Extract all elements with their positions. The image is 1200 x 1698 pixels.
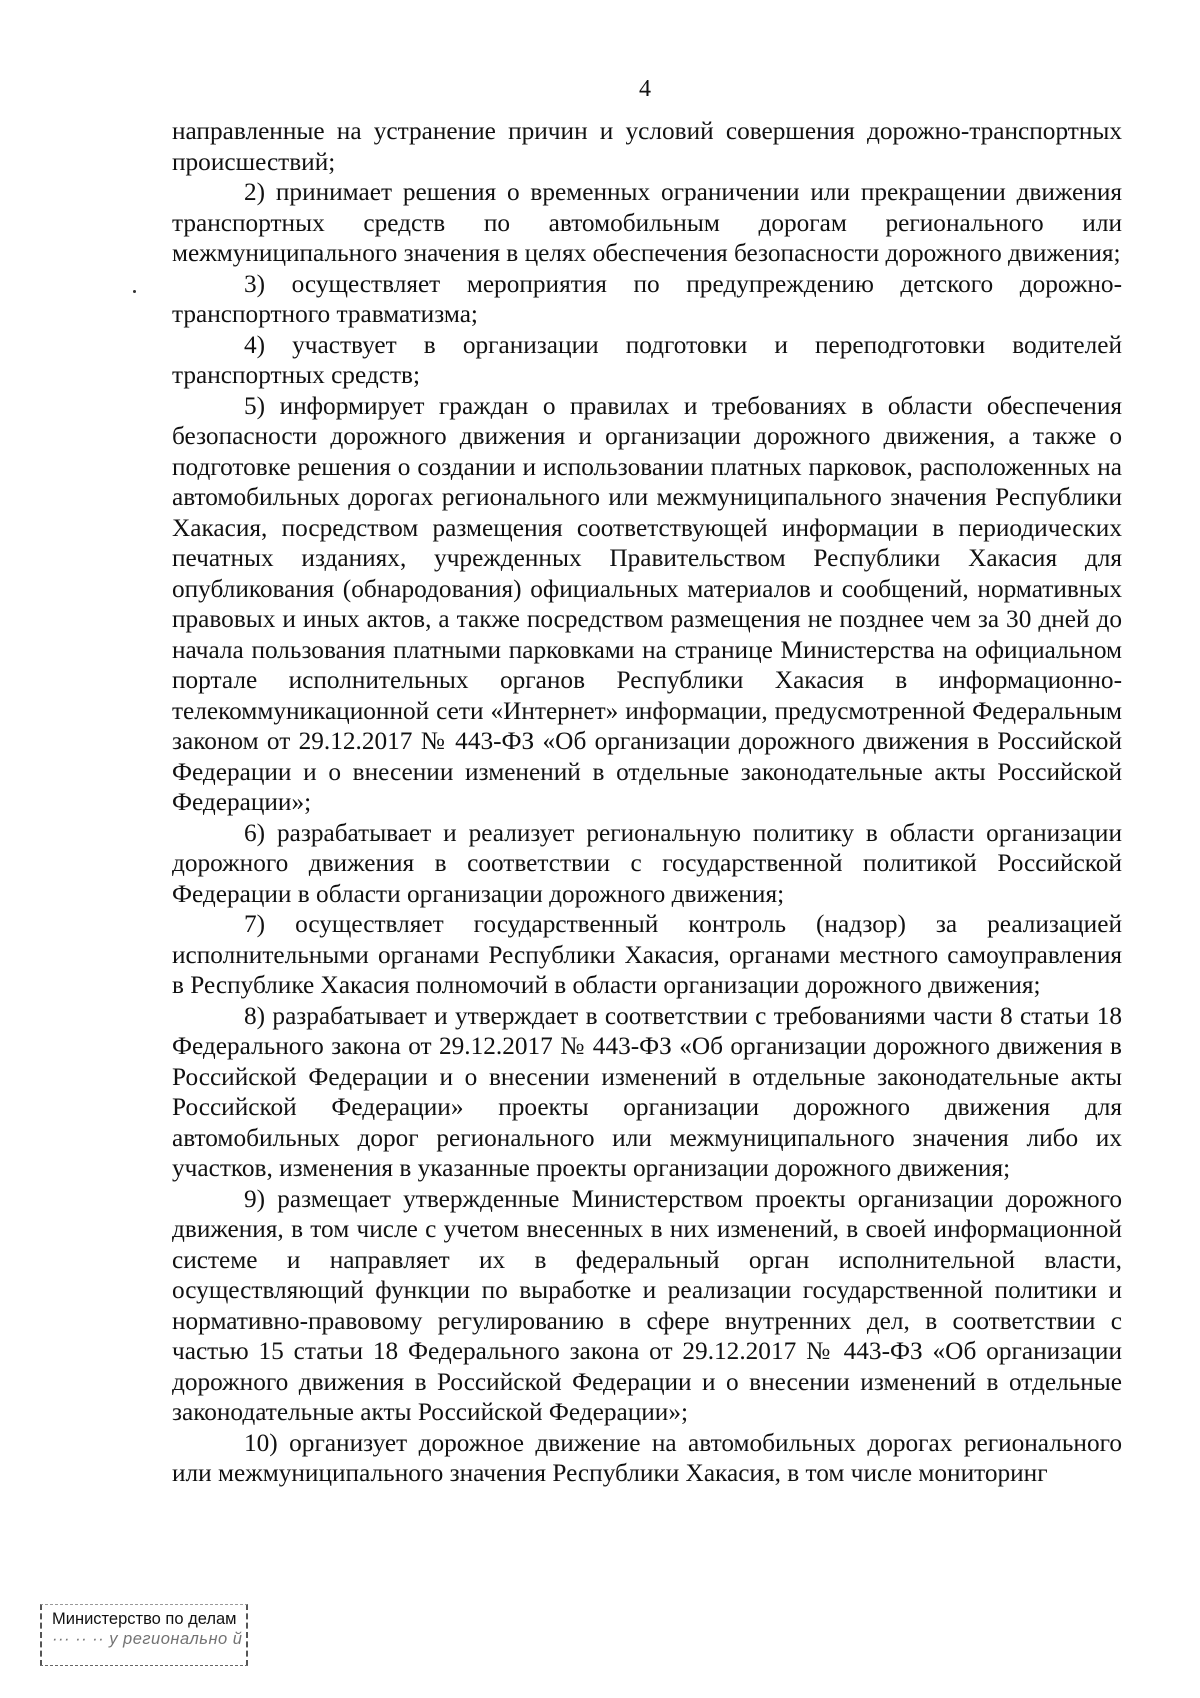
paragraph-continuation: направленные на устранение причин и условий совершения дорожно-транспортных происшествий; — [172, 117, 1122, 176]
paragraph-item-10: 10) организует дорожное движение на автомобильных дорогах регионального или межмуниципального значения Республики Хакасия, в том числе мониторинг — [172, 1428, 1122, 1487]
paragraph-item-6: 6) разрабатывает и реализует региональную политику в области организации дорожного движения в соответствии с государственной политикой Российской Федерации в области организации дорожного движения; — [172, 818, 1122, 908]
paragraph-item-3: 3) осуществляет мероприятия по предупреждению детского дорожно-транспортного травматизма; — [172, 269, 1122, 328]
paragraph-item-8: 8) разрабатывает и утверждает в соответствии с требованиями части 8 статьи 18 Федерального закона от 29.12.2017 № 443-ФЗ «Об организации дорожного движения в Российской Федерации и о внесении изменений в отдельные законодательные акты Российской Федерации» проекты организации дорожного движения для автомобильных дорог регионального или межмуниципального значения либо их участков, изменения в указанные проекты организации дорожного движения; — [172, 1001, 1122, 1182]
paragraph-item-2: 2) принимает решения о временных ограничении или прекращении движения транспортных средств по автомобильным дорогам регионального или межмуниципального значения в целях обеспечения безопасности дорожного движения; — [172, 178, 1122, 267]
paragraph-item-9: 9) размещает утвержденные Министерством проекты организации дорожного движения, в том числе с учетом внесенных в них изменений, в своей информационной системе и направляет их в федеральный орган исполнительной власти, осуществляющий функции по выработке и реализации государственной политики и нормативно-правовому регулированию в сфере внутренних дел, в соответствии с частью 15 статьи 18 Федерального закона от 29.12.2017 № 443-ФЗ «Об организации дорожного движения в Российской Федерации и о внесении изменений в отдельные законодательные акты Российской Федерации»; — [172, 1184, 1122, 1426]
ministry-stamp — [40, 1604, 248, 1666]
paragraph-item-4: 4) участвует в организации подготовки и переподготовки водителей транспортных средств; — [172, 330, 1122, 389]
stamp-line-1: Министерство по делам — [52, 1610, 237, 1628]
stamp-line-2: ··· ·· ·· у регионально й — [52, 1630, 243, 1648]
page-number: 4 — [639, 76, 651, 102]
document-body — [172, 116, 1122, 1489]
scan-speck — [133, 290, 136, 293]
paragraph-item-5: 5) информирует граждан о правилах и требованиях в области обеспечения безопасности дорожного движения и организации дорожного движения, а также о подготовке решения о создании и использовании платных парковок, расположенных на автомобильных дорогах регионального или межмуниципального значения Республики Хакасия, посредством размещения соответствующей информации в периодических печатных изданиях, учрежденных Правительством Республики Хакасия для опубликования (обнародования) официальных материалов и сообщений, нормативных правовых и иных актов, а также посредством размещения не позднее чем за 30 дней до начала пользования платными парковками на странице Министерства на официальном портале исполнительных органов Республики Хакасия в информационно-телекоммуникационной сети «Интернет» информации, предусмотренной Федеральным законом от 29.12.2017 № 443-ФЗ «Об организации дорожного движения в Российской Федерации и о внесении изменений в отдельные законодательные акты Российской Федерации»; — [172, 391, 1122, 816]
paragraph-item-7: 7) осуществляет государственный контроль (надзор) за реализацией исполнительными органами Республики Хакасия, органами местного самоуправления в Республике Хакасия полномочий в области организации дорожного движения; — [172, 910, 1122, 999]
